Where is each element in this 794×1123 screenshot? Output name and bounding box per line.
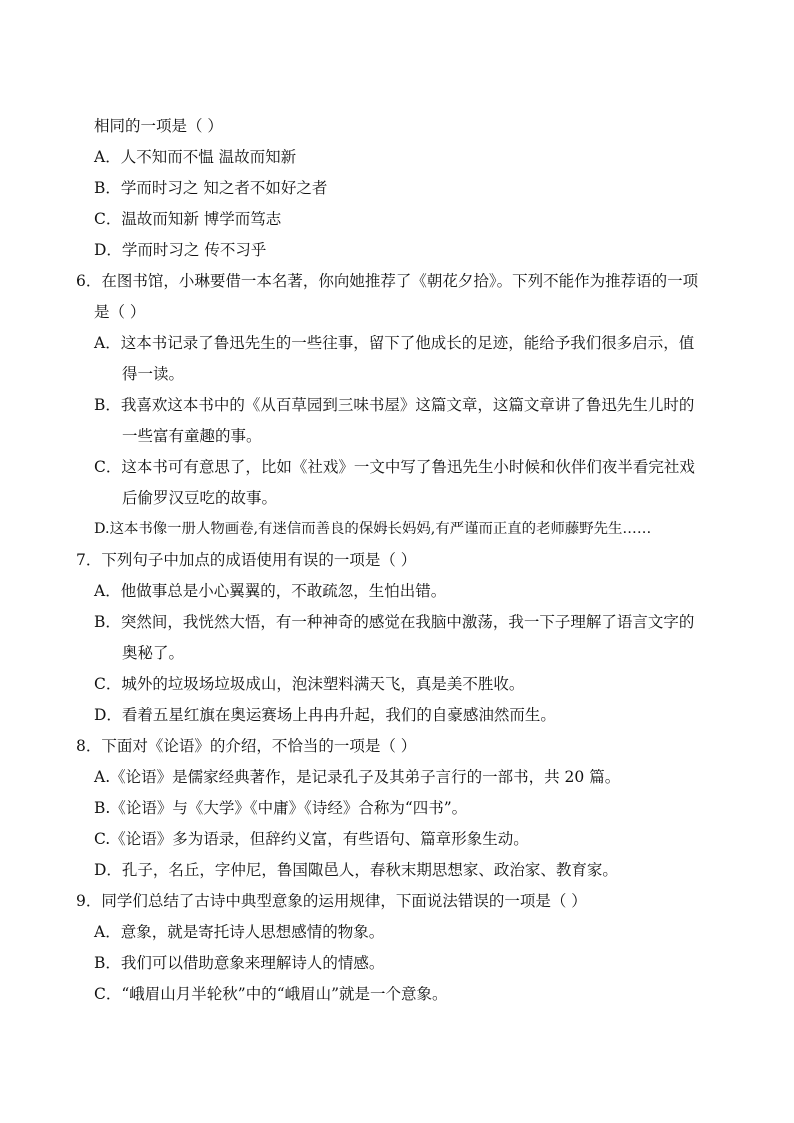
q5-option-c: C．温故而知新 博学而笃志 [94, 210, 282, 228]
q6-option-b-continuation: 一些富有童趣的事。 [122, 427, 262, 445]
q6-option-c: C．这本书可有意思了，比如《社戏》一文中写了鲁迅先生小时候和伙伴们夜半看完社戏 [94, 458, 695, 476]
q7-option-a: A．他做事总是小心翼翼的，不敢疏忽，生怕出错。 [94, 582, 447, 600]
q6-option-a-continuation: 得一读。 [122, 365, 185, 383]
q7-option-b-continuation: 奥秘了。 [122, 644, 185, 662]
q7-option-c: C．城外的垃圾场垃圾成山，泡沫塑料满天飞，真是美不胜收。 [94, 675, 525, 693]
q7-option-d: D．看着五星红旗在奥运赛场上冉冉升起，我们的自豪感油然而生。 [94, 706, 556, 724]
q9-option-a: A．意象，就是寄托诗人思想感情的物象。 [94, 923, 385, 941]
q8-stem: 8．下面对《论语》的介绍，不恰当的一项是（ ） [76, 737, 417, 755]
q8-option-a: A.《论语》是儒家经典著作，是记录孔子及其弟子言行的一部书，共 20 篇。 [94, 768, 621, 786]
q5-stem-continuation: 相同的一项是（ ） [94, 117, 223, 135]
q7-stem: 7．下列句子中加点的成语使用有误的一项是（ ） [76, 551, 417, 569]
q5-option-a: A．人不知而不愠 温故而知新 [94, 148, 297, 166]
q9-option-b: B．我们可以借助意象来理解诗人的情感。 [94, 954, 385, 972]
q6-option-c-continuation: 后偷罗汉豆吃的故事。 [122, 489, 278, 507]
q6-option-d: D.这本书像一册人物画卷,有迷信而善良的保姆长妈妈,有严谨而正直的老师藤野先生…… [94, 521, 652, 537]
q6-stem-continuation: 是（ ） [94, 303, 146, 321]
q5-option-d: D．学而时习之 传不习乎 [94, 241, 267, 259]
q8-option-c: C.《论语》多为语录，但辞约义富，有些语句、篇章形象生动。 [94, 830, 529, 848]
q6-stem: 6．在图书馆，小琳要借一本名著，你向她推荐了《朝花夕拾》。下列不能作为推荐语的一项 [76, 272, 699, 290]
q7-option-b: B．突然间，我恍然大悟，有一种神奇的感觉在我脑中激荡，我一下子理解了语言文字的 [94, 613, 695, 631]
q5-option-b: B．学而时习之 知之者不如好之者 [94, 179, 328, 197]
q8-option-b: B.《论语》与《大学》《中庸》《诗经》合称为“四书”。 [94, 799, 468, 817]
q8-option-d: D．孔子，名丘，字仲尼，鲁国陬邑人，春秋末期思想家、政治家、教育家。 [94, 861, 618, 879]
q6-option-b: B．我喜欢这本书中的《从百草园到三味书屋》这篇文章，这篇文章讲了鲁迅先生儿时的 [94, 396, 695, 414]
q6-option-a: A．这本书记录了鲁迅先生的一些往事，留下了他成长的足迹，能给予我们很多启示，值 [94, 334, 695, 352]
q9-option-c: C．“峨眉山月半轮秋”中的“峨眉山”就是一个意象。 [94, 985, 448, 1003]
q9-stem: 9．同学们总结了古诗中典型意象的运用规律，下面说法错误的一项是（ ） [76, 892, 587, 910]
